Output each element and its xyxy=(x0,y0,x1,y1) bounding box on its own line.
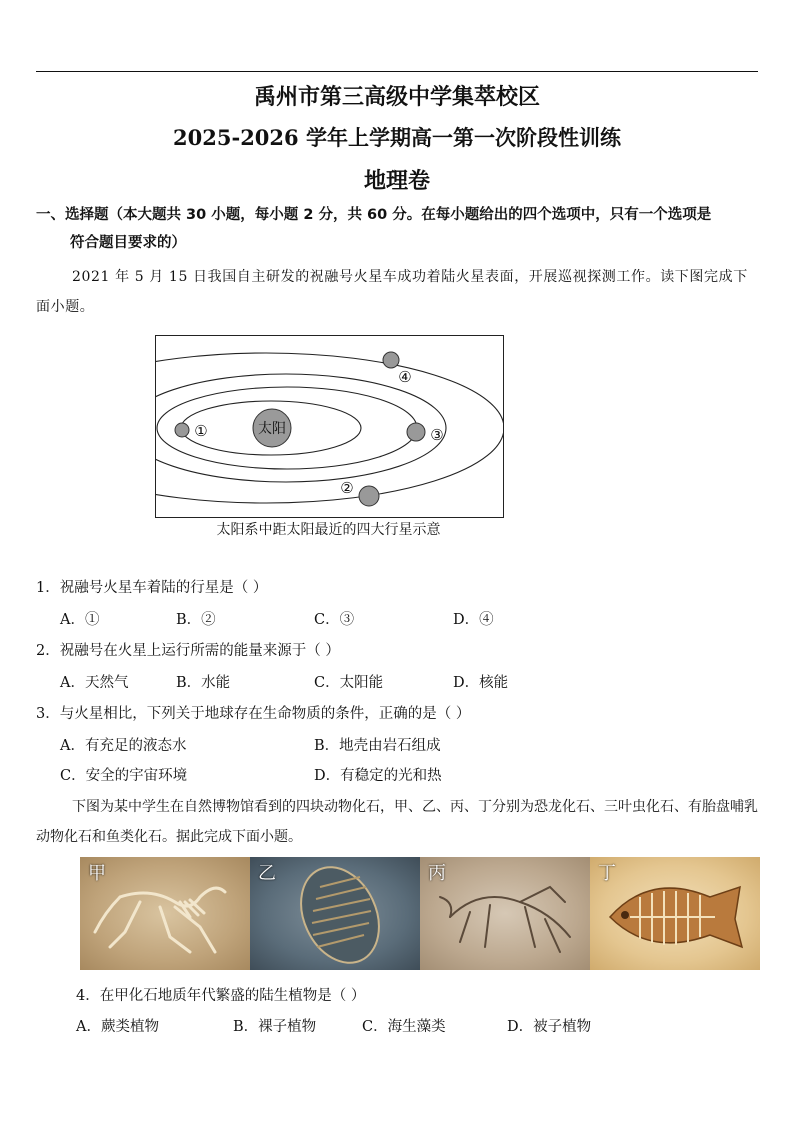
solar-system-diagram xyxy=(155,335,504,518)
planet-4-label: ④ xyxy=(398,368,412,386)
q4-option-d: D．被子植物 xyxy=(507,1019,592,1035)
fossil-label-yi: 乙 xyxy=(258,863,276,884)
planet-4 xyxy=(383,352,399,368)
planet-3-label: ③ xyxy=(430,426,444,444)
q2-option-a: A．天然气 xyxy=(60,675,129,691)
q4-option-c: C．海生藻类 xyxy=(362,1019,446,1035)
exam-title: 2025-2026 学年上学期高一第一次阶段性训练 xyxy=(173,125,621,150)
q2-option-c: C．太阳能 xyxy=(314,675,384,691)
passage-2: 下图为某中学生在自然博物馆看到的四块动物化石，甲、乙、丙、丁分别为恐龙化石、三叶虫化石、有胎盘哺乳动物化石和鱼类化石。据此完成下面小题。 xyxy=(36,799,758,845)
q2-option-d: D．核能 xyxy=(453,675,509,691)
planet-2 xyxy=(359,486,379,506)
q1-option-c: C．③ xyxy=(314,612,355,628)
sun-label: 太阳 xyxy=(258,421,286,437)
fossil-photos xyxy=(80,857,760,970)
fossil-yi-trilobite xyxy=(250,857,420,970)
passage-1: 2021 年 5 月 15 日我国自主研发的祝融号火星车成功着陆火星表面，开展巡视探测工作。读下图完成下面小题。 xyxy=(36,269,748,315)
header-rule xyxy=(36,71,758,72)
q1-option-d: D．④ xyxy=(453,612,494,628)
school-title: 禹州市第三高级中学集萃校区 xyxy=(253,84,540,110)
q3-option-b: B．地壳由岩石组成 xyxy=(314,738,441,754)
fossil-label-jia: 甲 xyxy=(88,863,106,884)
fossil-label-ding: 丁 xyxy=(598,863,616,884)
fossil-label-bing: 丙 xyxy=(428,863,446,884)
subject-title: 地理卷 xyxy=(363,168,430,194)
section-heading-line2: 符合题目要求的） xyxy=(70,235,186,251)
q3-option-d: D．有稳定的光和热 xyxy=(314,768,442,784)
q2-option-b: B．水能 xyxy=(176,675,231,691)
planet-1 xyxy=(175,423,189,437)
section-heading xyxy=(36,201,760,257)
figure-caption: 太阳系中距太阳最近的四大行星示意 xyxy=(216,522,441,538)
question-4-stem: 4．在甲化石地质年代繁盛的陆生植物是（ ） xyxy=(76,988,366,1004)
fossil-ding-fish xyxy=(590,857,760,970)
q3-option-a: A．有充足的液态水 xyxy=(60,738,187,754)
planet-1-label: ① xyxy=(194,422,208,440)
q1-option-a: A．① xyxy=(60,612,100,628)
q1-option-b: B．② xyxy=(176,612,216,628)
q3-option-c: C．安全的宇宙环境 xyxy=(60,768,188,784)
planet-3 xyxy=(407,423,425,441)
q4-option-a: A．蕨类植物 xyxy=(76,1019,159,1035)
question-2-stem: 2．祝融号在火星上运行所需的能量来源于（ ） xyxy=(36,643,340,659)
question-1-stem: 1．祝融号火星车着陆的行星是（ ） xyxy=(36,580,268,596)
fossil-jia-dinosaur xyxy=(80,857,250,970)
fossil-bing-mammal xyxy=(420,857,590,970)
q4-option-b: B．裸子植物 xyxy=(233,1019,317,1035)
planet-2-label: ② xyxy=(340,479,354,497)
question-3-stem: 3．与火星相比，下列关于地球存在生命物质的条件，正确的是（ ） xyxy=(36,706,471,722)
section-heading-line1: 一、选择题（本大题共 30 小题，每小题 2 分，共 60 分。在每小题给出的四个选项中，只有一个选项是 xyxy=(36,207,712,223)
